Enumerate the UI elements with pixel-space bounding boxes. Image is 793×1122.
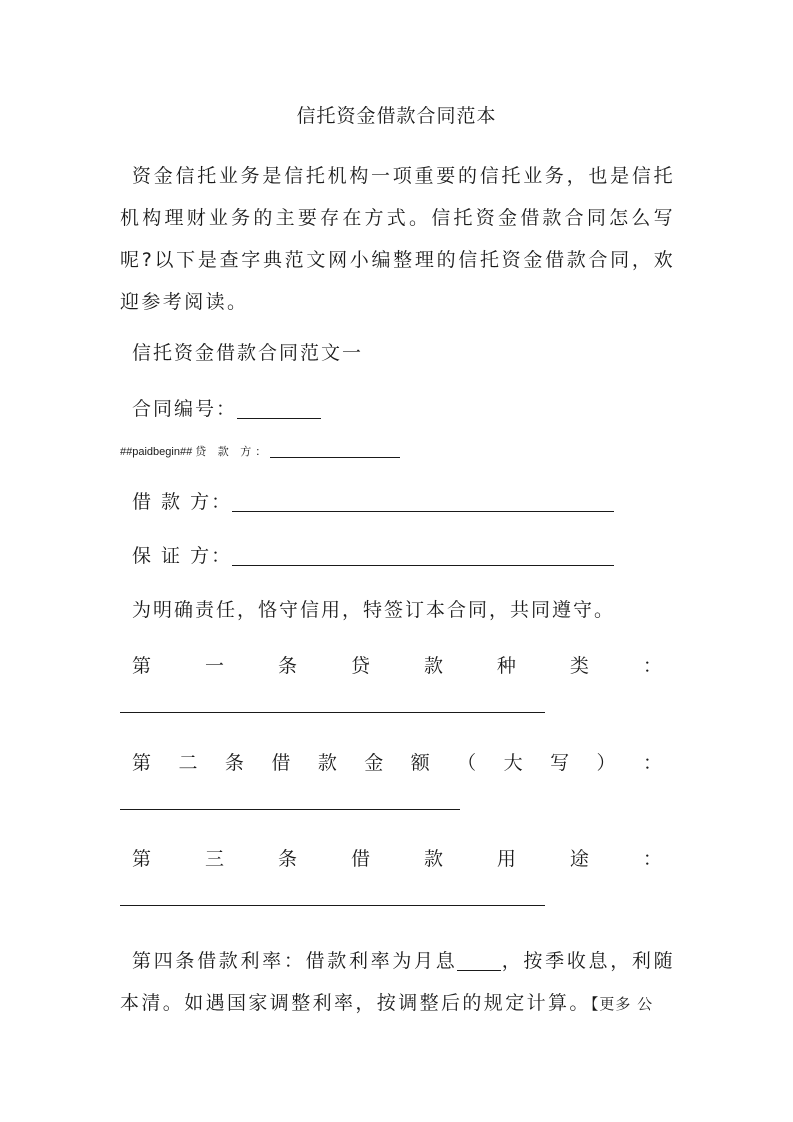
- article-1-heading: [132, 653, 662, 679]
- lender-line: [120, 444, 400, 460]
- article-2-heading: [132, 750, 662, 776]
- contract-number-blank: [237, 398, 321, 419]
- guarantor-line: [132, 543, 614, 569]
- article-char: 借: [350, 848, 370, 870]
- article-char: 金: [364, 752, 384, 774]
- article-char: 用: [496, 848, 516, 870]
- article-char: 种: [496, 655, 516, 677]
- article-char: 途: [569, 848, 589, 870]
- more-link[interactable]: 【更多 公: [590, 995, 654, 1013]
- article-char: （: [457, 752, 477, 774]
- article-char: ）: [596, 752, 616, 774]
- article-char: 条: [277, 848, 297, 870]
- article-char: 第: [132, 752, 152, 774]
- lender-label: 贷 款 方：: [195, 445, 271, 458]
- article-char: 类: [569, 655, 589, 677]
- intro-paragraph: 资金信托业务是信托机构一项重要的信托业务，也是信托机构理财业务的主要存在方式。信托资金借款合同怎么写呢?以下是查字典范文网小编整理的信托资金借款合同，欢迎参考阅读。: [120, 165, 675, 313]
- article-char: 借: [271, 752, 291, 774]
- interest-rate-blank: [457, 950, 501, 971]
- contract-number-line: [132, 396, 321, 422]
- article-char: 条: [224, 752, 244, 774]
- article-char: 第: [132, 655, 152, 677]
- article-char: 条: [277, 655, 297, 677]
- article-char: ：: [642, 655, 662, 677]
- guarantor-label: 保 证 方：: [132, 545, 233, 567]
- article-char: 三: [204, 848, 224, 870]
- contract-number-label: 合同编号：: [132, 398, 238, 420]
- article-1-blank: [120, 712, 545, 713]
- preamble-text: 为明确责任，恪守信用，特签订本合同，共同遵守。: [132, 599, 616, 621]
- guarantor-blank: [232, 545, 614, 566]
- article-char: ：: [642, 848, 662, 870]
- article-char: 额: [410, 752, 430, 774]
- article-3-blank: [120, 905, 545, 906]
- article-2-blank: [120, 809, 460, 810]
- article-char: 写: [550, 752, 570, 774]
- article-char: 款: [317, 752, 337, 774]
- article-4-text-end: ，按季收息，利随本清。如遇国家调整利率，按调整后的规定计算。: [120, 950, 675, 1014]
- article-4-paragraph: [120, 940, 675, 1025]
- article-3-heading: [132, 846, 662, 872]
- lender-blank: [270, 445, 400, 458]
- borrower-blank: [232, 491, 614, 512]
- document-title: 信托资金借款合同范本: [296, 105, 497, 127]
- article-char: 一: [204, 655, 224, 677]
- section-heading: 信托资金借款合同范文一: [132, 342, 364, 364]
- article-4-text-start: 第四条借款利率：借款利率为月息: [132, 950, 458, 972]
- article-char: 款: [423, 848, 443, 870]
- borrower-label: 借 款 方：: [132, 491, 233, 513]
- article-char: ：: [642, 752, 662, 774]
- article-char: 大: [503, 752, 523, 774]
- article-char: 二: [178, 752, 198, 774]
- paid-marker: ##paidbegin##: [120, 446, 193, 458]
- article-char: 贷: [350, 655, 370, 677]
- article-char: 款: [423, 655, 443, 677]
- article-char: 第: [132, 848, 152, 870]
- borrower-line: [132, 489, 614, 515]
